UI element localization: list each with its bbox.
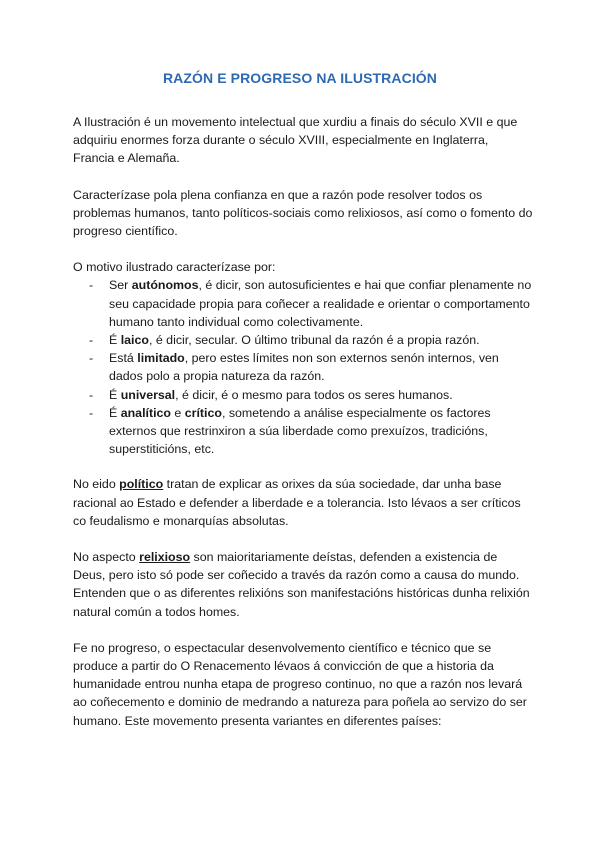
- key-term-underlined: relixioso: [139, 550, 191, 565]
- list-item: - É analítico e crítico, sometendo a análise especialmente os factores externos que restrinxiron a súa liberdade como prexuízos, tradicións, superstiticións, etc.: [89, 405, 491, 457]
- key-term: limitado: [137, 351, 185, 366]
- list-item: - Ser autónomos, é dicir, son autosuficientes e hai que confiar plenamente no seu capacidade propia para coñecer a realidade e orientar o comportamento humano tanto individual como colectivamente.: [89, 278, 532, 329]
- bullet-dash: -: [89, 351, 94, 366]
- key-term: universal: [120, 387, 176, 402]
- key-term-underlined: político: [119, 477, 164, 492]
- key-term: analítico: [120, 405, 171, 420]
- paragraph-reason: Caracterízase pola plena confianza en que a razón pode resolver todos os problemas humanos, tanto políticos-sociais como relixiosos, así como o fomento do progreso científico.: [73, 187, 533, 239]
- key-term: laico: [120, 333, 149, 348]
- paragraph-religious: No aspecto relixioso son maioritariamente deístas, defenden a existencia de Deus, pero isto só pode ser coñecido a través da razón como a causa do mundo. Entenden que o as diferentes relixións son manifestacións históricas dunha relixión natural común a todos homes.: [73, 550, 530, 619]
- bullet-dash: -: [89, 387, 94, 402]
- bullet-dash: -: [89, 333, 94, 348]
- document-body: [73, 113, 533, 748]
- paragraph-political: No eido político tratan de explicar as orixes da súa sociedade, dar unha base racional ao Estado e defender a liberdade e a tolerancia. Isto lévaos a ser críticos co feudalismo e monarquías absolutas.: [73, 477, 521, 528]
- key-term: autónomos: [131, 278, 199, 293]
- bullet-dash: -: [89, 278, 94, 293]
- paragraph-intro: A Ilustración é un movemento intelectual que xurdiu a finais do século XVII e que adquiriu enormes forza durante o século XVIII, especialmente en Inglaterra, Francia e Alemaña.: [73, 115, 518, 166]
- characteristics-list: [73, 276, 533, 458]
- list-item: - Está limitado, pero estes límites non son externos senón internos, ven dados polo a propia natureza da razón.: [89, 351, 499, 384]
- key-term: crítico: [184, 405, 222, 420]
- bullet-dash: -: [89, 405, 94, 420]
- list-intro: O motivo ilustrado caracterízase por:: [73, 260, 276, 275]
- list-item: - É laico, é dicir, secular. O último tribunal da razón é a propia razón.: [73, 331, 533, 349]
- paragraph-progress: Fe no progreso, o espectacular desenvolvemento científico e técnico que se produce a partir do O Renacemento lévaos á convicción de que a historia da humanidade entrou nunha etapa de progreso continuo, no que a razón nos levará ao coñecemento e dominio de medrando a natureza para poñela ao servizo do ser humano. Este movemento presenta variantes en diferentes países:: [73, 640, 527, 728]
- list-item: - É universal, é dicir, é o mesmo para todos os seres humanos.: [73, 386, 533, 404]
- document-title: RAZÓN E PROGRESO NA ILUSTRACIÓN: [162, 70, 438, 86]
